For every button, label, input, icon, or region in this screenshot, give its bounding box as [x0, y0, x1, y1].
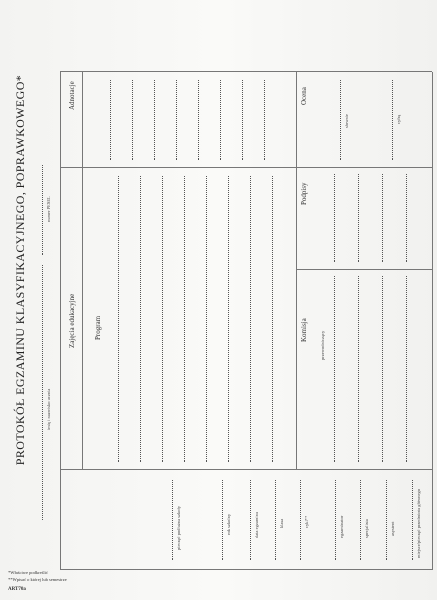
program-line: [184, 176, 185, 462]
specialist-label: specjalista: [364, 519, 369, 538]
program-line: [206, 176, 207, 462]
podpisy-header: Podpisy: [300, 182, 308, 205]
adnotacje-line: [132, 80, 133, 160]
adnotacje-line: [110, 80, 111, 160]
program-line: [162, 176, 163, 462]
program-line: [250, 176, 251, 462]
ocena-slownie-line: [340, 80, 341, 160]
podpisy-line: [406, 174, 407, 262]
adnotacje-line: [242, 80, 243, 160]
cykl-line: [300, 480, 301, 560]
student-name-label: imię i nazwisko ucznia: [46, 388, 51, 430]
lower-section-divider: [296, 72, 297, 470]
komisja-line: [382, 276, 383, 462]
school-year-label: rok szkolny: [226, 513, 231, 535]
program-header: Program: [94, 315, 102, 340]
zajecia-header: Zajęcia edukacyjne: [68, 293, 76, 348]
komisja-header: Komisja: [300, 318, 308, 342]
examiner-line: [335, 480, 336, 560]
program-line: [272, 176, 273, 462]
podpisy-line: [382, 174, 383, 262]
komisja-line: [406, 276, 407, 462]
school-stamp-label: pieczęć podłużna szkoły: [176, 506, 181, 550]
adnotacje-line: [176, 80, 177, 160]
komisja-divider: [296, 269, 432, 270]
ocena-divider: [296, 167, 432, 168]
header-divider: [82, 72, 83, 470]
pesel-label: numer PESEL: [46, 196, 51, 222]
form-code: ART70a: [8, 587, 26, 592]
student-name-line: [42, 265, 43, 520]
podpisy-line: [334, 174, 335, 262]
examiner-label: egzaminator: [339, 515, 344, 538]
table-right-border: [60, 71, 432, 72]
adnotacje-line: [264, 80, 265, 160]
seal-line: [412, 480, 413, 560]
table-left-border: [60, 569, 432, 570]
class-line: [275, 480, 276, 560]
form-title: PROTOKÓŁ EGZAMINU KLASYFIKACYJNEGO, POPRAWKOWEGO*: [13, 74, 27, 466]
pesel-line: [42, 165, 43, 255]
adnotacje-line: [220, 80, 221, 160]
school-year-line: [222, 480, 223, 560]
cykl-label: cykl**: [304, 515, 309, 528]
podpisy-line: [358, 174, 359, 262]
seal-label: miejsce/pieczęć przedmiotu głównego: [416, 489, 421, 558]
komisja-line: [358, 276, 359, 462]
ocena-cyfra-line: [392, 80, 393, 160]
observer-line: [386, 480, 387, 560]
school-stamp-line: [172, 480, 173, 560]
adnotacje-line: [154, 80, 155, 160]
specialist-line: [360, 480, 361, 560]
class-label: klasa: [279, 518, 284, 528]
przewodniczacy-label: przewodniczący: [320, 330, 325, 360]
observer-label: asystent: [390, 521, 395, 536]
program-line: [118, 176, 119, 462]
slownie-label: słownie: [344, 114, 349, 128]
footnote-1: *Właściwe podkreślić: [8, 570, 48, 575]
table-top-border: [60, 72, 61, 570]
footnote-2: **Wpisać o której lub semestrze: [8, 577, 67, 582]
komisja-line: [334, 276, 335, 462]
cyfra-label: cyfrą: [396, 114, 401, 124]
left-panel-divider: [60, 469, 432, 470]
adnotacje-divider: [60, 167, 296, 168]
program-line: [140, 176, 141, 462]
program-line: [228, 176, 229, 462]
ocena-header: Ocena: [300, 87, 308, 105]
adnotacje-header: Adnotacje: [68, 81, 76, 110]
adnotacje-line: [198, 80, 199, 160]
exam-date-line: [250, 480, 251, 560]
exam-date-label: data egzaminu: [254, 511, 259, 538]
table-bottom-border: [432, 72, 433, 570]
